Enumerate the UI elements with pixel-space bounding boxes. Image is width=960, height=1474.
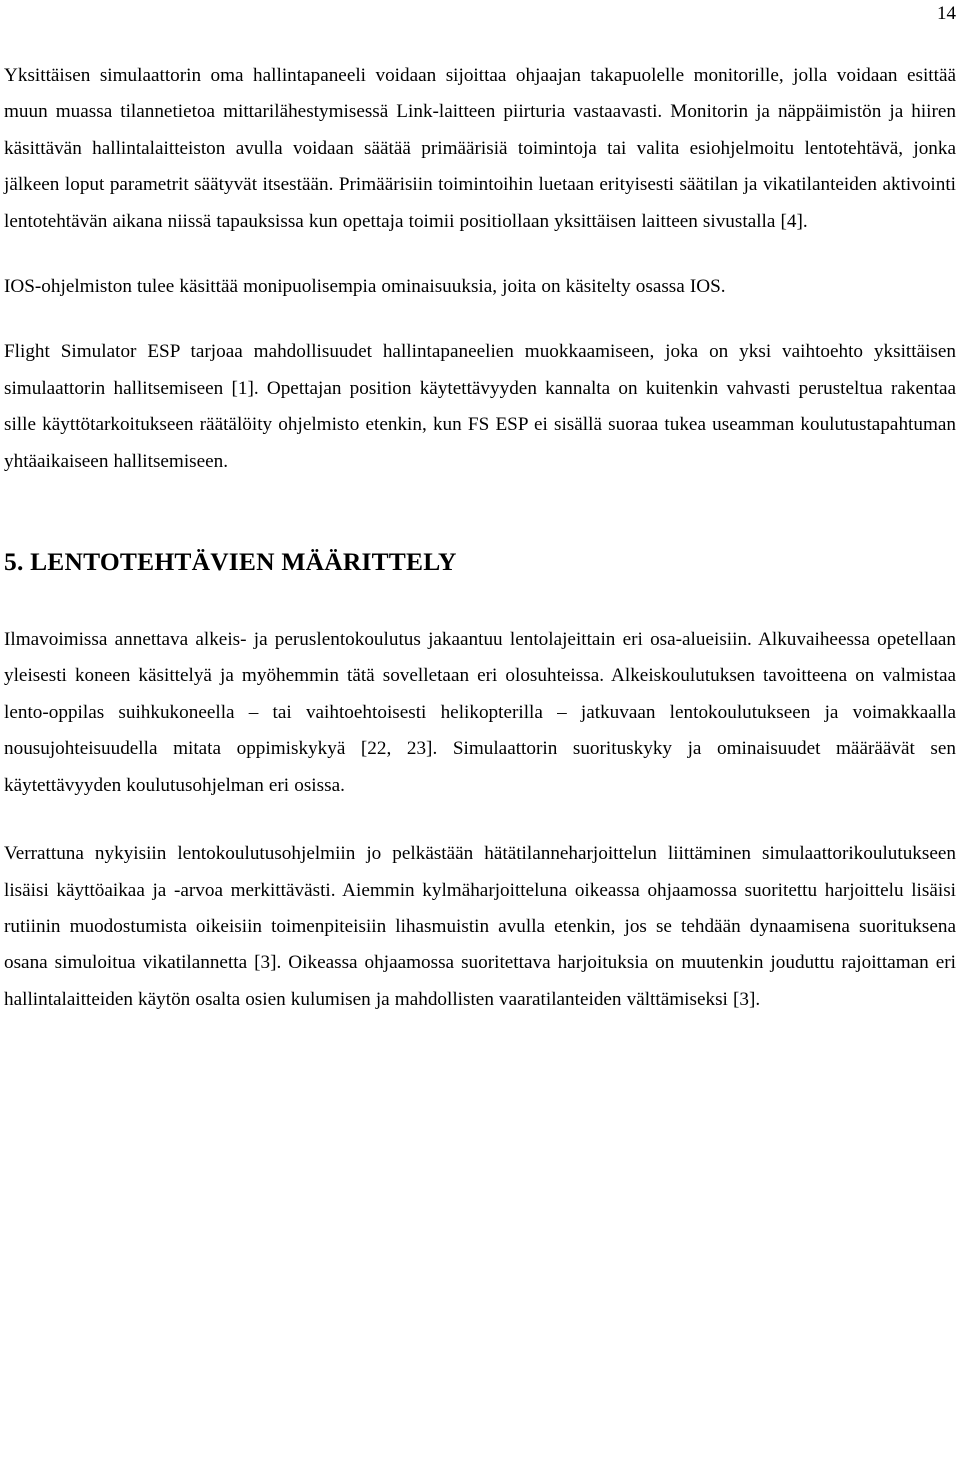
page-number: 14 [937, 3, 956, 24]
paragraph-fs-esp: Flight Simulator ESP tarjoaa mahdollisuudet hallintapaneelien muokkaamiseen, joka on yksi vaihtoehto yksittäisen simulaattorin hallitsemiseen [1]. Opettajan position käytettävyyden kannalta on kuitenkin vahvasti perusteltua rakentaa sille käyttötarkoitukseen räätälöity ohjelmisto etenkin, kun FS ESP ei sisällä suoraa tukea useamman koulutustapahtuman yhtäaikaiseen hallitsemiseen. [4, 341, 956, 472]
paragraph-flight-training: Ilmavoimissa annettava alkeis- ja peruslentokoulutus jakaantuu lentolajeittain eri osa-alueisiin. Alkuvaiheessa opetellaan yleisesti koneen käsittelyä ja myöhemmin tätä sovelletaan eri olosuhteissa. Alkeiskoulutuksen tavoitteena on valmistaa lento-oppilas suihkukoneella – tai vaihtoehtoisesti helikopterilla – jatkuvaan lentokoulutukseen ja voimakkaalla nousujohteisuudella mitata oppimiskykyä [22, 23]. Simulaattorin suorituskyky ja ominaisuudet määräävät sen käytettävyyden koulutusohjelman eri osissa. [4, 629, 956, 796]
paragraph-emergency-training: Verrattuna nykyisiin lentokoulutusohjelmiin jo pelkästään hätätilanneharjoittelun liittäminen simulaattorikoulutukseen lisäisi käyttöaikaa ja -arvoa merkittävästi. Aiemmin kylmäharjoitteluna oikeassa ohjaamossa suoritettu harjoittelu lisäisi rutiinin muodostumista oikeisiin toimenpiteisiin lihasmuistin avulla etenkin, jos se tehdään dynaamisena suorituksena osana simuloitua vikatilannetta [3]. Oikeassa ohjaamossa suoritettava harjoituksia on muutenkin jouduttu rajoittaman eri hallintalaitteiden käytön osalta osien kulumisen ja mahdollisten vaaratilanteiden välttämiseksi [3]. [4, 843, 956, 1010]
paragraph-ios-features: IOS-ohjelmiston tulee käsittää monipuolisempia ominaisuuksia, joita on käsitelty osassa IOS. [4, 276, 726, 298]
section-heading: 5. LENTOTEHTÄVIEN MÄÄRITTELY [4, 547, 457, 577]
document-body [4, 58, 956, 1018]
paragraph-instructor-panel: Yksittäisen simulaattorin oma hallintapaneeli voidaan sijoittaa ohjaajan takapuolelle monitorille, jolla voidaan esittää muun muassa tilannetietoa mittarilähestymisessä Link-laitteen piirturia vastaavasti. Monitorin ja näppäimistön ja hiiren käsittävän hallintalaitteiston avulla voidaan säätää primäärisiä toimintoja tai valita esiohjelmoitu lentotehtävä, jonka jälkeen loput parametrit säätyvät itsestään. Primäärisiin toimintoihin luetaan erityisesti säätilan ja vikatilanteiden aktivointi lentotehtävän aikana niissä tapauksissa kun opettaja toimii positiollaan yksittäisen laitteen sivustalla [4]. [4, 65, 956, 232]
